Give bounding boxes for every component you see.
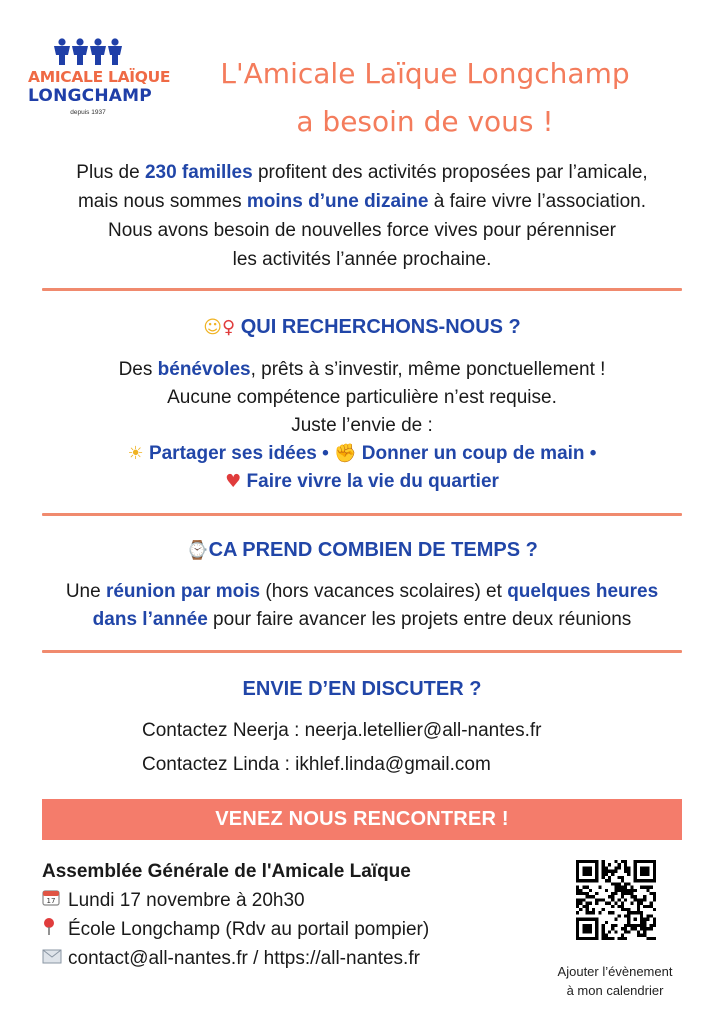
- time-line-2: [20, 606, 704, 634]
- who-title-text: QUI RECHERCHONS-NOUS ?: [240, 316, 521, 338]
- intro-text: Plus de: [76, 162, 145, 183]
- title-line-1: L'Amicale Laïque Longchamp: [220, 57, 630, 90]
- assembly-date: Lundi 17 novembre à 20h30: [68, 890, 305, 911]
- discuss-section-title: ENVIE D’EN DISCUTER ?: [242, 678, 482, 700]
- year-highlight: dans l’année: [92, 609, 208, 630]
- item-share-ideas: Partager ses idées •: [148, 443, 329, 464]
- envelope-icon: [42, 944, 68, 973]
- assembly-contact[interactable]: contact@all-nantes.fr / https://all-nantes.fr: [68, 948, 420, 969]
- families-count: 230 familles: [144, 162, 253, 183]
- assembly-date-row: [42, 886, 522, 915]
- divider: [42, 288, 682, 291]
- intro-paragraph: [20, 158, 704, 274]
- svg-text:17: 17: [46, 897, 56, 905]
- assembly-info: [42, 858, 522, 973]
- item-give-hand: Donner un coup de main •: [361, 443, 597, 464]
- page-title: [160, 50, 690, 146]
- who-line-2: Aucune compétence particulière n’est requise.: [167, 387, 557, 408]
- heart-icon: ♥: [225, 471, 242, 492]
- intro-text: à faire vivre l’association.: [428, 191, 647, 212]
- intro-line-2: [20, 187, 704, 216]
- female-sign-icon: ♀: [222, 317, 236, 338]
- item-neighbourhood: Faire vivre la vie du quartier: [246, 471, 499, 492]
- flexed-arm-icon: ✊: [334, 443, 357, 464]
- time-text: (hors vacances scolaires) et: [260, 581, 508, 602]
- logo-line-1: AMICALE LAÏQUE: [28, 68, 171, 86]
- who-text: Des: [118, 359, 158, 380]
- people-raising-hand-icon: ☺: [203, 317, 222, 338]
- who-line-5: [20, 468, 704, 496]
- who-line-4: [20, 440, 704, 468]
- divider: [42, 650, 682, 653]
- intro-text: mais nous sommes: [77, 191, 247, 212]
- calendar-icon: [42, 886, 68, 915]
- assembly-place: École Longchamp (Rdv au portail pompier): [68, 919, 430, 940]
- intro-line-3: Nous avons besoin de nouvelles force vives pour pérenniser: [107, 220, 617, 241]
- time-text: Une: [65, 581, 106, 602]
- contact-neerja[interactable]: Contactez Neerja : neerja.letellier@all-nantes.fr: [142, 720, 542, 741]
- qr-caption-line-2: à mon calendrier: [566, 983, 664, 998]
- amicale-logo: [28, 38, 171, 138]
- time-title-text: CA PREND COMBIEN DE TEMPS ?: [208, 539, 538, 561]
- time-line-1: [20, 578, 704, 606]
- pin-icon: [42, 915, 68, 944]
- intro-text: profitent des activités proposées par l’amicale,: [252, 162, 648, 183]
- who-body: [20, 356, 704, 496]
- assembly-title: Assemblée Générale de l'Amicale Laïque: [42, 861, 411, 882]
- people-logo-icon: [52, 38, 124, 66]
- contact-linda[interactable]: Contactez Linda : ikhlef.linda@gmail.com: [142, 754, 491, 775]
- assembly-contact-row: [42, 944, 522, 973]
- volunteer-count: moins d’une dizaine: [246, 191, 429, 212]
- qr-code[interactable]: [576, 860, 656, 940]
- title-line-2: a besoin de vous !: [296, 105, 554, 138]
- time-section-title: [20, 537, 704, 564]
- logo-since: depuis 1937: [70, 109, 106, 116]
- logo-line-2: LONGCHAMP: [28, 86, 152, 106]
- intro-line-1: [20, 158, 704, 187]
- qr-caption-line-1: Ajouter l’évènement: [557, 964, 673, 979]
- lightbulb-icon: ☀: [127, 443, 144, 464]
- who-section-title: [20, 314, 704, 341]
- time-text: pour faire avancer les projets entre deux réunions: [207, 609, 632, 630]
- meeting-frequency: réunion par mois: [105, 581, 261, 602]
- watch-icon: ⌚: [186, 540, 209, 561]
- time-body: [20, 578, 704, 634]
- meet-us-banner: VENEZ NOUS RENCONTRER !: [42, 799, 682, 840]
- who-line-3: Juste l’envie de :: [291, 415, 433, 436]
- volunteers-highlight: bénévoles: [157, 359, 251, 380]
- hours-highlight: quelques heures: [507, 581, 659, 602]
- intro-line-4: les activités l’année prochaine.: [232, 249, 492, 270]
- divider: [42, 513, 682, 516]
- who-text: , prêts à s’investir, même ponctuellement !: [250, 359, 606, 380]
- who-line-1: [20, 356, 704, 384]
- qr-caption: [530, 962, 700, 1000]
- assembly-place-row: [42, 915, 522, 944]
